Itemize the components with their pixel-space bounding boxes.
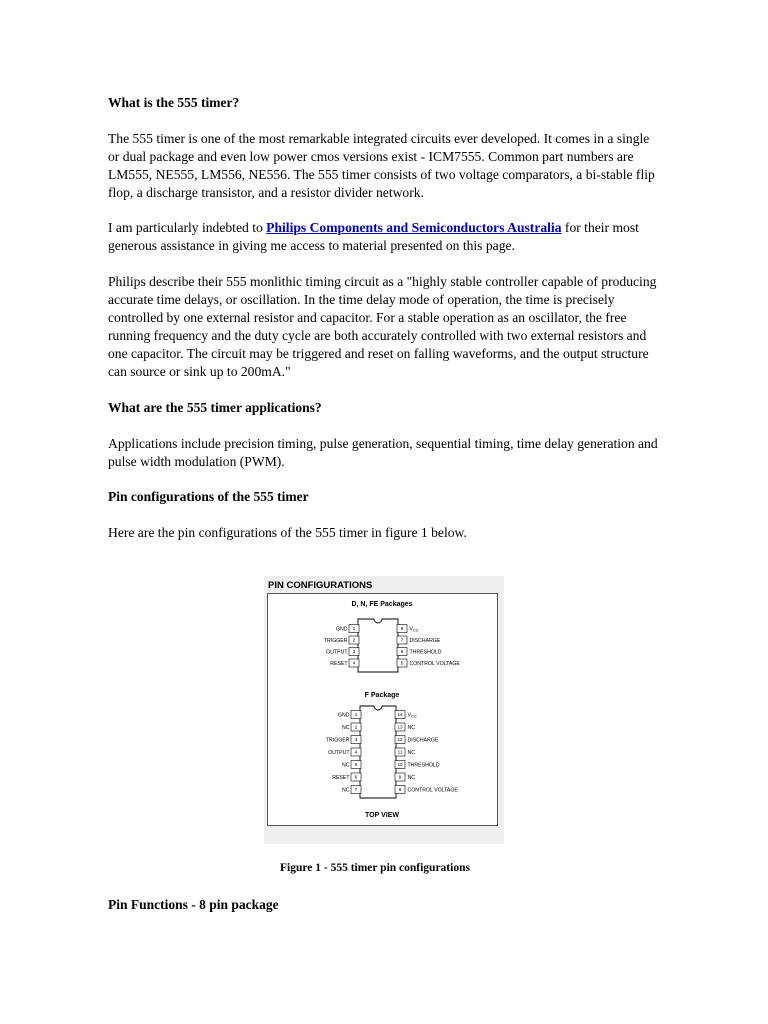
dip14-pin-number-6: 6 — [354, 774, 358, 780]
dip14-pin-label-4: OUTPUT — [328, 749, 350, 756]
heading-what-is-555: What is the 555 timer? — [108, 95, 240, 110]
dip8-pin-number-1: 1 — [352, 626, 356, 632]
dip8-pin-label-1: GND — [335, 626, 348, 633]
dip14-chip — [326, 706, 459, 798]
heading-applications: What are the 555 timer applications? — [108, 400, 322, 415]
dip14-pin-label-11: NC — [407, 749, 415, 756]
dip14-pin-label-7: NC — [342, 787, 350, 794]
dip14-body — [360, 706, 396, 798]
paragraph-applications: Applications include precision timing, pulse generation, sequential timing, time delay generation and pulse width modulation (PWM). — [108, 436, 658, 469]
dip14-pin-label-8: CONTROL VOLTAGE — [407, 787, 458, 794]
dip14-pin-label-13: NC — [407, 724, 415, 731]
dip8-pin-number-8: 8 — [400, 626, 404, 632]
heading-pin-functions: Pin Functions - 8 pin package — [108, 897, 279, 912]
dip8-pin-label-5: CONTROL VOLTAGE — [409, 660, 460, 667]
dip14-pin-number-14: 14 — [397, 712, 403, 718]
package-14-label: F Package — [364, 692, 400, 699]
dip14-pin-number-11: 11 — [397, 749, 403, 755]
dip14-pin-number-3: 3 — [354, 737, 358, 743]
dip14-pin-label-1: GND — [337, 712, 350, 719]
dip14-pin-label-14: $V_{CC}$ — [407, 712, 417, 719]
thanks-text-after: for their most generous assistance in giving me access to material presented on this page. — [108, 220, 639, 253]
dip14-pin-number-7: 7 — [354, 787, 358, 793]
dip14-pin-label-2: NC — [342, 724, 350, 731]
dip8-pin-label-8: $V_{CC}$ — [409, 626, 419, 633]
dip8-pin-number-4: 4 — [352, 660, 356, 666]
package-8-label: D, N, FE Packages — [351, 601, 413, 608]
dip14-pin-number-5: 5 — [354, 762, 358, 768]
dip14-pin-label-5: NC — [342, 762, 350, 769]
dip8-pin-number-6: 6 — [400, 649, 404, 655]
dip14-pin-label-6: RESET — [332, 774, 350, 781]
dip8-pin-label-4: RESET — [330, 660, 348, 667]
paragraph-thanks — [108, 219, 664, 255]
dip14-pin-number-12: 12 — [397, 737, 403, 743]
dip14-pin-number-9: 9 — [398, 774, 402, 780]
dip14-pin-number-10: 10 — [397, 762, 403, 768]
dip14-pin-number-1: 1 — [354, 712, 358, 718]
dip14-pin-label-9: NC — [407, 774, 415, 781]
paragraph-pin-intro: Here are the pin configurations of the 555 timer in figure 1 below. — [108, 525, 467, 540]
dip8-pin-number-7: 7 — [400, 637, 404, 643]
dip8-chip — [324, 619, 461, 672]
top-view-label: TOP VIEW — [365, 812, 399, 819]
dip14-pin-number-8: 8 — [398, 787, 402, 793]
paragraph-intro: The 555 timer is one of the most remarkable integrated circuits ever developed. It comes in a single or dual package and even low power cmos versions exist - ICM7555. Common part numbers are LM555, NE555, LM556, NE556. The 555 timer consists of two voltage comparators, a bi-stable flip flop, a discharge transistor, and a resistor divider network. — [108, 131, 655, 200]
dip8-pin-number-5: 5 — [400, 660, 404, 666]
dip8-pin-label-6: THRESHOLD — [409, 649, 442, 656]
figure-caption: Figure 1 - 555 timer pin configurations — [280, 862, 470, 874]
thanks-text-before: I am particularly indebted to — [108, 220, 267, 235]
heading-pin-configurations: Pin configurations of the 555 timer — [108, 489, 309, 504]
dip8-pin-label-3: OUTPUT — [326, 649, 348, 656]
pinout-diagram — [264, 576, 504, 844]
figure-title: PIN CONFIGURATIONS — [268, 580, 373, 591]
dip14-pin-label-12: DISCHARGE — [407, 737, 439, 744]
dip8-pin-label-7: DISCHARGE — [409, 637, 441, 644]
philips-link[interactable]: Philips Components and Semiconductors Australia — [266, 220, 562, 235]
dip8-pin-number-3: 3 — [352, 649, 356, 655]
paragraph-philips-description: Philips describe their 555 monlithic timing circuit as a "highly stable controller capable of producing accurate time delays, or oscillation. In the time delay mode of operation, the time is precisely controlled by one external resistor and capacitor. For a stable operation as an oscillator, the free running frequency and the duty cycle are both accurately controlled with two external resistors and one capacitor. The circuit may be triggered and reset on falling waveforms, and the output structure can source or sink up to 200mA." — [108, 274, 657, 379]
dip14-pin-number-4: 4 — [354, 749, 358, 755]
dip14-pin-number-13: 13 — [397, 724, 403, 730]
dip8-pin-number-2: 2 — [352, 637, 356, 643]
dip14-pin-label-10: THRESHOLD — [407, 762, 440, 769]
dip8-pin-label-2: TRIGGER — [323, 637, 348, 644]
pin-configuration-figure — [264, 576, 504, 844]
dip8-body — [358, 619, 398, 672]
dip14-pin-number-2: 2 — [354, 724, 358, 730]
dip14-pin-label-3: TRIGGER — [325, 737, 350, 744]
